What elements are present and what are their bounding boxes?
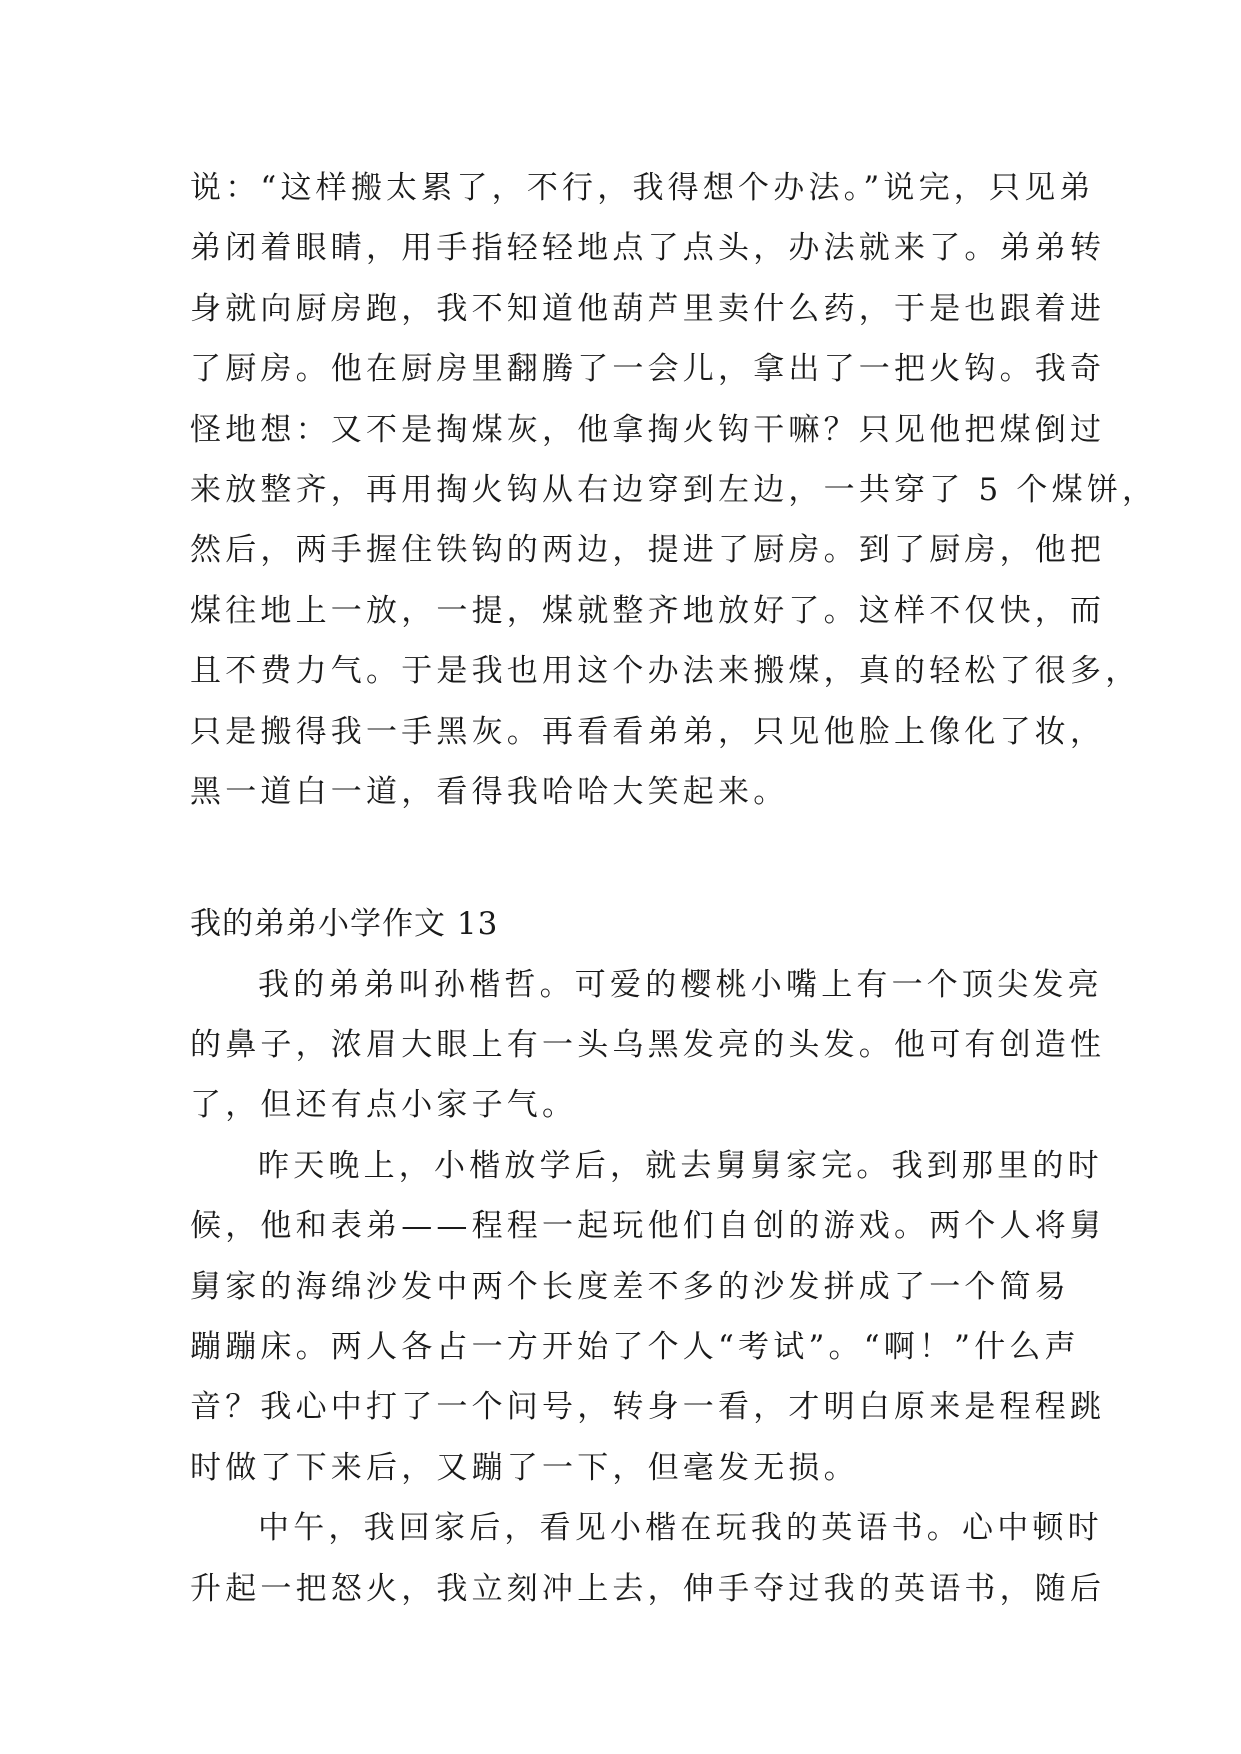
text-line: 舅家的海绵沙发中两个长度差不多的沙发拼成了一个简易	[190, 1268, 1070, 1305]
text-line: 煤往地上一放，一提，煤就整齐地放好了。这样不仅快，而	[190, 592, 1106, 629]
document-page	[190, 158, 1158, 1619]
text-line: 升起一把怒火，我立刻冲上去，伸手夺过我的英语书，随后	[190, 1570, 1106, 1607]
text-line: 时做了下来后，又蹦了一下，但毫发无损。	[190, 1449, 859, 1486]
text-line: 怪地想：又不是掏煤灰，他拿掏火钩干嘛？只见他把煤倒过	[190, 411, 1106, 448]
text-line: 候，他和表弟——程程一起玩他们自创的游戏。两个人将舅	[190, 1208, 1106, 1245]
paragraph-2	[190, 1136, 1106, 1498]
text-line: 只是搬得我一手黑灰。再看看弟弟，只见他脸上像化了妆，	[190, 713, 1106, 750]
text-line: 蹦蹦床。两人各占一方开始了个人“考试”。“啊！”什么声	[190, 1329, 1080, 1366]
text-line: 了厨房。他在厨房里翻腾了一会儿，拿出了一把火钩。我奇	[190, 351, 1106, 388]
text-line: 我的弟弟叫孙楷哲。可爱的樱桃小嘴上有一个顶尖发亮	[258, 966, 1103, 1003]
paragraph-3	[190, 1498, 1106, 1619]
text-line: 音？我心中打了一个问号，转身一看，才明白原来是程程跳	[190, 1389, 1106, 1426]
text-line: 身就向厨房跑，我不知道他葫芦里卖什么药，于是也跟着进	[190, 290, 1106, 327]
essay-heading: 我的弟弟小学作文 13	[190, 906, 499, 943]
text-line: 了，但还有点小家子气。	[190, 1087, 578, 1124]
text-line: 来放整齐，再用掏火钩从右边穿到左边，一共穿了 5 个煤饼，	[190, 471, 1158, 508]
text-line: 说：“这样搬太累了，不行，我得想个办法。”说完，只见弟	[190, 170, 1095, 206]
paragraph-1	[190, 955, 1106, 1136]
text-line: 的鼻子，浓眉大眼上有一头乌黑发亮的头发。他可有创造性	[190, 1027, 1106, 1064]
top-paragraph	[190, 158, 1158, 822]
text-line: 且不费力气。于是我也用这个办法来搬煤，真的轻松了很多，	[190, 653, 1141, 690]
text-line: 黑一道白一道，看得我哈哈大笑起来。	[190, 773, 789, 810]
text-line: 中午，我回家后，看见小楷在玩我的英语书。心中顿时	[258, 1510, 1103, 1547]
section-gap	[190, 822, 1070, 894]
text-line: 弟闭着眼睛，用手指轻轻地点了点头，办法就来了。弟弟转	[190, 230, 1106, 267]
text-line: 昨天晚上，小楷放学后，就去舅舅家完。我到那里的时	[258, 1147, 1103, 1184]
text-line: 然后，两手握住铁钩的两边，提进了厨房。到了厨房，他把	[190, 532, 1106, 569]
